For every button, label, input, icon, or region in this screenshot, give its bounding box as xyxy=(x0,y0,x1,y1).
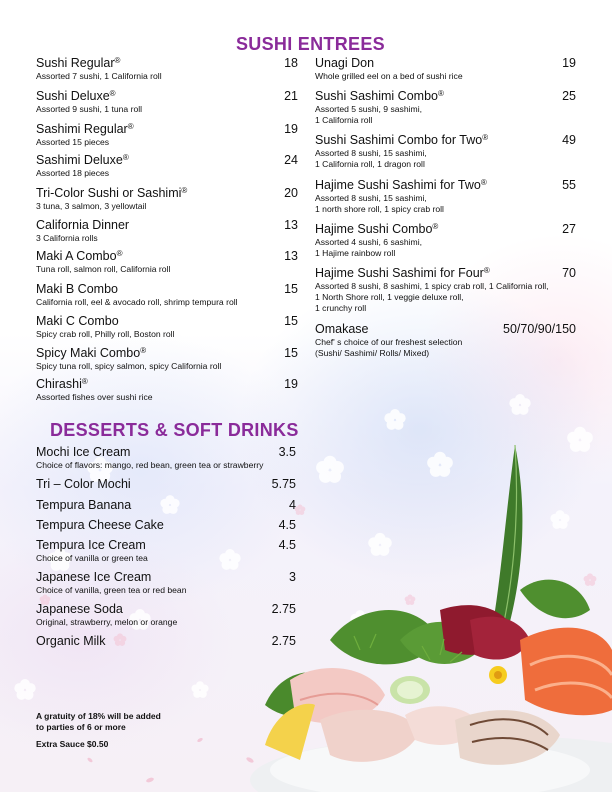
menu-item-price: 24 xyxy=(284,153,298,167)
menu-item-description: Assorted 8 sushi, 8 sashimi, 1 spicy crab roll, 1 California roll, xyxy=(315,281,549,291)
menu-item-name: Sashimi Regular® xyxy=(36,122,134,136)
menu-item-name: Hajime Sushi Sashimi for Four® xyxy=(315,266,490,280)
menu-item-name: Japanese Soda xyxy=(36,602,123,616)
menu-item-description: Original, strawberry, melon or orange xyxy=(36,617,178,627)
menu-item-price: 27 xyxy=(562,222,576,236)
menu-item-price: 18 xyxy=(284,56,298,70)
gratuity-note-continued: to parties of 6 or more xyxy=(36,722,126,732)
menu-item-description: Assorted 9 sushi, 1 tuna roll xyxy=(36,104,143,114)
menu-item-name: Sashimi Deluxe® xyxy=(36,153,129,167)
menu-item-price: 19 xyxy=(284,377,298,391)
menu-item-price: 15 xyxy=(284,346,298,360)
menu-item-name: Sushi Deluxe® xyxy=(36,89,116,103)
menu-item-description: 1 California roll, 1 dragon roll xyxy=(315,159,425,169)
menu-item-price: 25 xyxy=(562,89,576,103)
menu-item-description: Choice of vanilla or green tea xyxy=(36,553,148,563)
menu-item-description: Assorted 4 sushi, 6 sashimi, xyxy=(315,237,422,247)
menu-item-description: Choice of vanilla, green tea or red bean xyxy=(36,585,187,595)
menu-item-price: 70 xyxy=(562,266,576,280)
menu-item-price: 3 xyxy=(289,570,296,584)
menu-item-description: Assorted 8 sushi, 15 sashimi, xyxy=(315,193,427,203)
menu-item-price: 2.75 xyxy=(271,634,296,648)
menu-item-price: 15 xyxy=(284,314,298,328)
menu-item-description: Assorted fishes over sushi rice xyxy=(36,392,153,402)
menu-item-name: Japanese Ice Cream xyxy=(36,570,152,584)
menu-item-description: 3 tuna, 3 salmon, 3 yellowtail xyxy=(36,201,147,211)
menu-item-name: California Dinner xyxy=(36,218,130,232)
menu-item-name: Tempura Cheese Cake xyxy=(36,518,164,532)
menu-item-price: 21 xyxy=(284,89,298,103)
menu-item-description: Spicy tuna roll, spicy salmon, spicy California roll xyxy=(36,361,222,371)
menu-item-description: Chef' s choice of our freshest selection xyxy=(315,337,463,347)
sushi-entrees-left-column xyxy=(36,56,298,406)
menu-item-name: Mochi Ice Cream xyxy=(36,445,131,459)
menu-item-name: Maki A Combo® xyxy=(36,249,123,263)
sushi-entrees-heading: SUSHI ENTREES xyxy=(236,34,385,54)
menu-item-price: 5.75 xyxy=(271,477,296,491)
gratuity-note: A gratuity of 18% will be added xyxy=(36,711,161,721)
menu-item-price: 3.5 xyxy=(278,445,296,459)
menu-item-description: 1 crunchy roll xyxy=(315,303,367,313)
menu-item-price: 13 xyxy=(284,249,298,263)
menu-item-price: 15 xyxy=(284,282,298,296)
menu-item-name: Sushi Sashimi Combo® xyxy=(315,89,444,103)
menu-item-price: 4.5 xyxy=(278,518,296,532)
menu-item-price: 49 xyxy=(562,133,576,147)
menu-item-description: Choice of flavors: mango, red bean, green tea or strawberry xyxy=(36,460,264,470)
menu-item-description: California roll, eel & avocado roll, shrimp tempura roll xyxy=(36,297,238,307)
menu-item-name: Maki C Combo xyxy=(36,314,119,328)
menu-item-description: 3 California rolls xyxy=(36,233,98,243)
menu-item-name: Unagi Don xyxy=(315,56,375,70)
menu-item-name: Tempura Ice Cream xyxy=(36,538,146,552)
menu-item-description: (Sushi/ Sashimi/ Rolls/ Mixed) xyxy=(315,348,430,358)
menu-item-description: 1 North Shore roll, 1 veggie deluxe roll, xyxy=(315,292,464,302)
menu-item-description: Whole grilled eel on a bed of sushi rice xyxy=(315,71,463,81)
menu-item-description: Assorted 15 pieces xyxy=(36,137,110,147)
menu-item-price: 19 xyxy=(562,56,576,70)
menu-item-name: Hajime Sushi Sashimi for Two® xyxy=(315,178,487,192)
menu-item-name: Spicy Maki Combo® xyxy=(36,346,147,360)
extra-sauce-note: Extra Sauce $0.50 xyxy=(36,739,109,749)
menu-item-name: Chirashi® xyxy=(36,377,88,391)
menu-item-price: 4 xyxy=(289,498,296,512)
menu-item-price: 19 xyxy=(284,122,298,136)
sushi-entrees-right-column xyxy=(315,56,576,366)
menu-item-description: Spicy crab roll, Philly roll, Boston roll xyxy=(36,329,175,339)
menu-item-name: Hajime Sushi Combo® xyxy=(315,222,439,236)
menu-item-description: Assorted 7 sushi, 1 California roll xyxy=(36,71,162,81)
menu-item-name: Tri-Color Sushi or Sashimi® xyxy=(36,186,188,200)
menu-item-description: 1 California roll xyxy=(315,115,373,125)
menu-item-name: Sushi Regular® xyxy=(36,56,121,70)
menu-item-description: Assorted 8 sushi, 15 sashimi, xyxy=(315,148,427,158)
menu-item-price: 2.75 xyxy=(271,602,296,616)
menu-item-name: Maki B Combo xyxy=(36,282,118,296)
menu-item-name: Sushi Sashimi Combo for Two® xyxy=(315,133,489,147)
menu-item-price: 13 xyxy=(284,218,298,232)
menu-item-price: 55 xyxy=(562,178,576,192)
menu-item-description: Assorted 18 pieces xyxy=(36,168,110,178)
menu-item-description: 1 north shore roll, 1 spicy crab roll xyxy=(315,204,444,214)
menu-item-name: Tempura Banana xyxy=(36,498,132,512)
menu-item-price: 20 xyxy=(284,186,298,200)
menu-item-name: Organic Milk xyxy=(36,634,106,648)
desserts-column xyxy=(36,445,296,655)
menu-item-price: 4.5 xyxy=(278,538,296,552)
menu-item-description: Assorted 5 sushi, 9 sashimi, xyxy=(315,104,422,114)
menu-item-price: 50/70/90/150 xyxy=(503,322,576,336)
menu-item-description: Tuna roll, salmon roll, California roll xyxy=(36,264,171,274)
menu-item-name: Omakase xyxy=(315,322,369,336)
menu-item-description: 1 Hajime rainbow roll xyxy=(315,248,396,258)
desserts-heading: DESSERTS & SOFT DRINKS xyxy=(50,420,299,440)
menu-item-name: Tri – Color Mochi xyxy=(36,477,131,491)
